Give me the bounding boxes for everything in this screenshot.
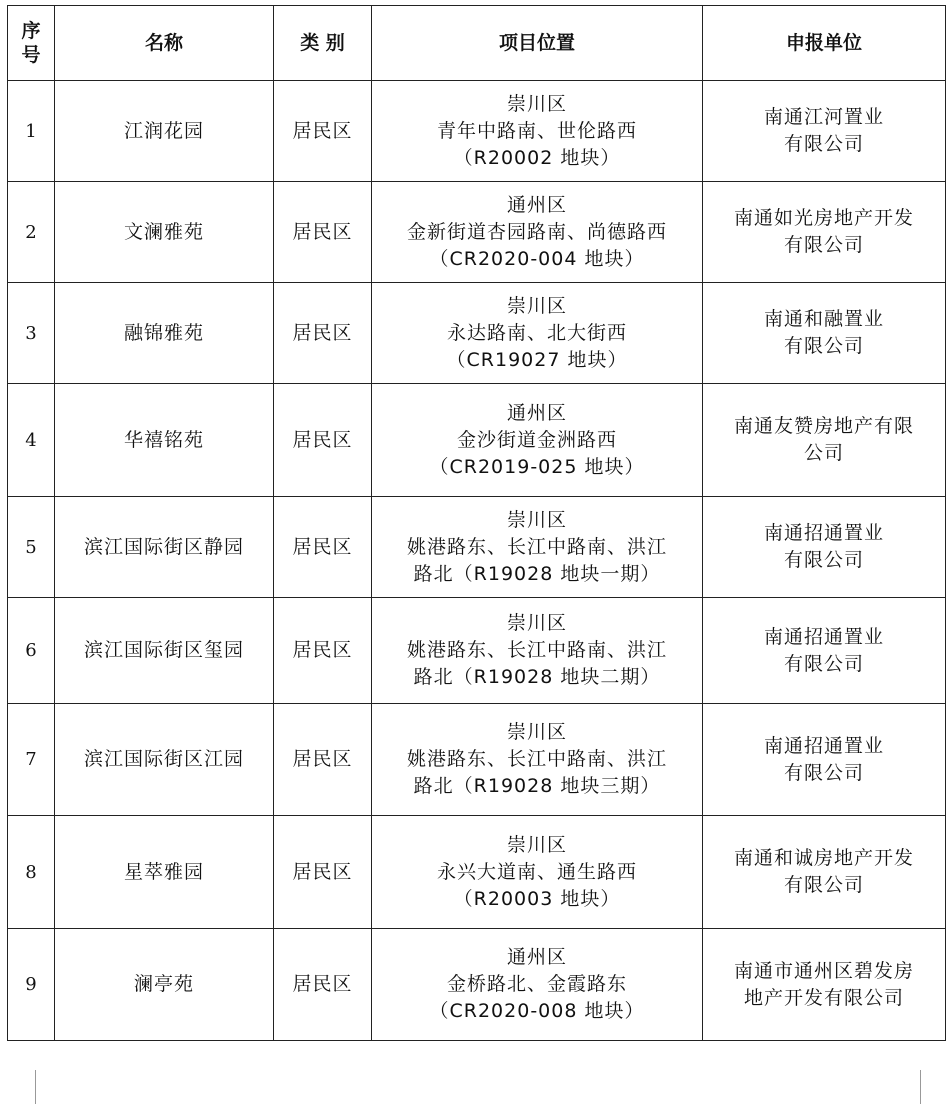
cell-applicant xyxy=(703,816,946,929)
header-location: 项目位置 xyxy=(372,6,703,81)
cell-applicant xyxy=(703,704,946,816)
header-index: 序号 xyxy=(8,6,55,81)
cell-index xyxy=(8,283,55,384)
header-row xyxy=(8,6,946,81)
table-row xyxy=(8,384,946,497)
row-index: 7 xyxy=(25,749,37,770)
cell-index xyxy=(8,81,55,182)
cell-category xyxy=(274,182,372,283)
row-index: 1 xyxy=(25,120,37,142)
table-row xyxy=(8,81,946,182)
project-name: 滨江国际街区静园 xyxy=(83,535,244,558)
location-district: 崇川区 xyxy=(506,833,567,856)
location-road: 金桥路北、金霞路东 xyxy=(446,973,627,995)
location-plot: （R20003 地块） xyxy=(453,887,621,910)
location-road: 姚港路东、长江中路南、洪江 xyxy=(406,639,667,661)
applicant-line: 有限公司 xyxy=(783,761,864,784)
cell-applicant xyxy=(703,497,946,598)
location-plot: （CR2019-025 地块） xyxy=(429,455,645,478)
project-name: 滨江国际街区玺园 xyxy=(83,639,244,661)
location-road: 姚港路东、长江中路南、洪江 xyxy=(406,748,667,770)
project-name: 滨江国际街区江园 xyxy=(83,748,244,770)
row-index: 4 xyxy=(25,429,37,451)
header-category: 类 别 xyxy=(274,6,372,81)
location-district: 崇川区 xyxy=(506,612,567,634)
cell-index xyxy=(8,704,55,816)
table-row xyxy=(8,598,946,704)
applicant-line: 南通招通置业 xyxy=(763,625,884,648)
location-district: 通州区 xyxy=(506,401,567,424)
project-name: 江润花园 xyxy=(123,119,204,142)
row-index: 3 xyxy=(25,322,37,344)
project-category: 居民区 xyxy=(292,535,353,558)
project-category: 居民区 xyxy=(292,428,353,451)
project-category: 居民区 xyxy=(292,860,353,883)
cell-index xyxy=(8,598,55,704)
cell-applicant xyxy=(703,182,946,283)
applicant-line: 有限公司 xyxy=(783,652,864,675)
cell-name xyxy=(55,704,274,816)
location-road: 永达路南、北大街西 xyxy=(446,321,627,344)
project-category: 居民区 xyxy=(292,748,353,770)
project-name: 澜亭苑 xyxy=(133,973,194,995)
cell-location xyxy=(372,497,703,598)
cell-name xyxy=(55,929,274,1041)
cell-category xyxy=(274,929,372,1041)
location-district: 通州区 xyxy=(506,946,567,968)
location-district: 崇川区 xyxy=(506,92,567,115)
project-category: 居民区 xyxy=(292,321,353,344)
applicant-line: 地产开发有限公司 xyxy=(743,986,904,1009)
project-name: 华禧铭苑 xyxy=(123,428,204,451)
table-row xyxy=(8,816,946,929)
applicant-line: 南通如光房地产开发 xyxy=(733,207,914,229)
location-plot: 路北（R19028 地块一期） xyxy=(413,562,661,585)
location-district: 崇川区 xyxy=(506,721,567,743)
cell-name xyxy=(55,283,274,384)
cell-location xyxy=(372,929,703,1041)
table-row xyxy=(8,929,946,1041)
cell-category xyxy=(274,598,372,704)
cell-index xyxy=(8,182,55,283)
project-category: 居民区 xyxy=(292,119,353,142)
location-district: 通州区 xyxy=(506,193,567,216)
location-plot: （CR2020-008 地块） xyxy=(429,1000,645,1022)
location-plot: 路北（R19028 地块三期） xyxy=(413,775,661,797)
cell-index xyxy=(8,384,55,497)
location-plot: （R20002 地块） xyxy=(453,146,621,169)
cell-category xyxy=(274,497,372,598)
location-plot: （CR2020-004 地块） xyxy=(429,247,645,270)
cell-applicant xyxy=(703,598,946,704)
cell-applicant xyxy=(703,929,946,1041)
applicant-line: 有限公司 xyxy=(783,335,864,357)
cell-index xyxy=(8,816,55,929)
project-category: 居民区 xyxy=(292,220,353,243)
project-name: 文澜雅苑 xyxy=(123,220,204,243)
location-road: 金新街道杏园路南、尚德路西 xyxy=(406,220,667,243)
page-corner-mark-left xyxy=(11,1070,36,1104)
cell-category xyxy=(274,816,372,929)
cell-category xyxy=(274,704,372,816)
location-road: 青年中路南、世伦路西 xyxy=(436,119,637,142)
row-index: 9 xyxy=(25,974,37,995)
project-category: 居民区 xyxy=(292,973,353,995)
cell-category xyxy=(274,384,372,497)
cell-name xyxy=(55,182,274,283)
location-road: 金沙街道金洲路西 xyxy=(456,428,617,451)
cell-index xyxy=(8,497,55,598)
location-road: 永兴大道南、通生路西 xyxy=(436,860,637,883)
location-district: 崇川区 xyxy=(506,508,567,531)
cell-name xyxy=(55,816,274,929)
table-row xyxy=(8,283,946,384)
applicant-line: 南通友赞房地产有限 xyxy=(733,415,914,437)
cell-location xyxy=(372,283,703,384)
row-index: 6 xyxy=(25,640,37,661)
row-index: 5 xyxy=(25,536,37,558)
location-district: 崇川区 xyxy=(506,294,567,317)
cell-location xyxy=(372,598,703,704)
location-plot: （CR19027 地块） xyxy=(446,348,628,371)
table-row xyxy=(8,182,946,283)
cell-applicant xyxy=(703,384,946,497)
project-table xyxy=(7,5,946,1041)
location-road: 姚港路东、长江中路南、洪江 xyxy=(406,535,667,558)
header-applicant: 申报单位 xyxy=(703,6,946,81)
cell-location xyxy=(372,384,703,497)
applicant-line: 有限公司 xyxy=(783,234,864,256)
row-index: 2 xyxy=(25,221,37,243)
cell-index xyxy=(8,929,55,1041)
project-name: 融锦雅苑 xyxy=(123,321,204,344)
project-name: 星萃雅园 xyxy=(123,860,204,883)
table-row xyxy=(8,704,946,816)
applicant-line: 南通招通置业 xyxy=(763,734,884,757)
applicant-line: 南通江河置业 xyxy=(763,106,884,128)
cell-location xyxy=(372,182,703,283)
cell-location xyxy=(372,81,703,182)
cell-location xyxy=(372,816,703,929)
header-name: 名称 xyxy=(55,6,274,81)
applicant-line: 南通和融置业 xyxy=(763,308,884,330)
cell-name xyxy=(55,497,274,598)
project-category: 居民区 xyxy=(292,639,353,661)
cell-applicant xyxy=(703,81,946,182)
page-corner-mark-right xyxy=(920,1070,945,1104)
applicant-line: 南通和诚房地产开发 xyxy=(733,847,914,869)
row-index: 8 xyxy=(25,861,37,883)
applicant-line: 有限公司 xyxy=(783,874,864,896)
cell-name xyxy=(55,598,274,704)
cell-location xyxy=(372,704,703,816)
applicant-line: 南通市通州区碧发房 xyxy=(733,959,914,982)
applicant-line: 有限公司 xyxy=(783,549,864,571)
applicant-line: 公司 xyxy=(803,442,844,464)
cell-name xyxy=(55,384,274,497)
cell-category xyxy=(274,283,372,384)
cell-applicant xyxy=(703,283,946,384)
table-row xyxy=(8,497,946,598)
applicant-line: 有限公司 xyxy=(783,133,864,155)
cell-name xyxy=(55,81,274,182)
applicant-line: 南通招通置业 xyxy=(763,522,884,544)
cell-category xyxy=(274,81,372,182)
location-plot: 路北（R19028 地块二期） xyxy=(413,666,661,688)
